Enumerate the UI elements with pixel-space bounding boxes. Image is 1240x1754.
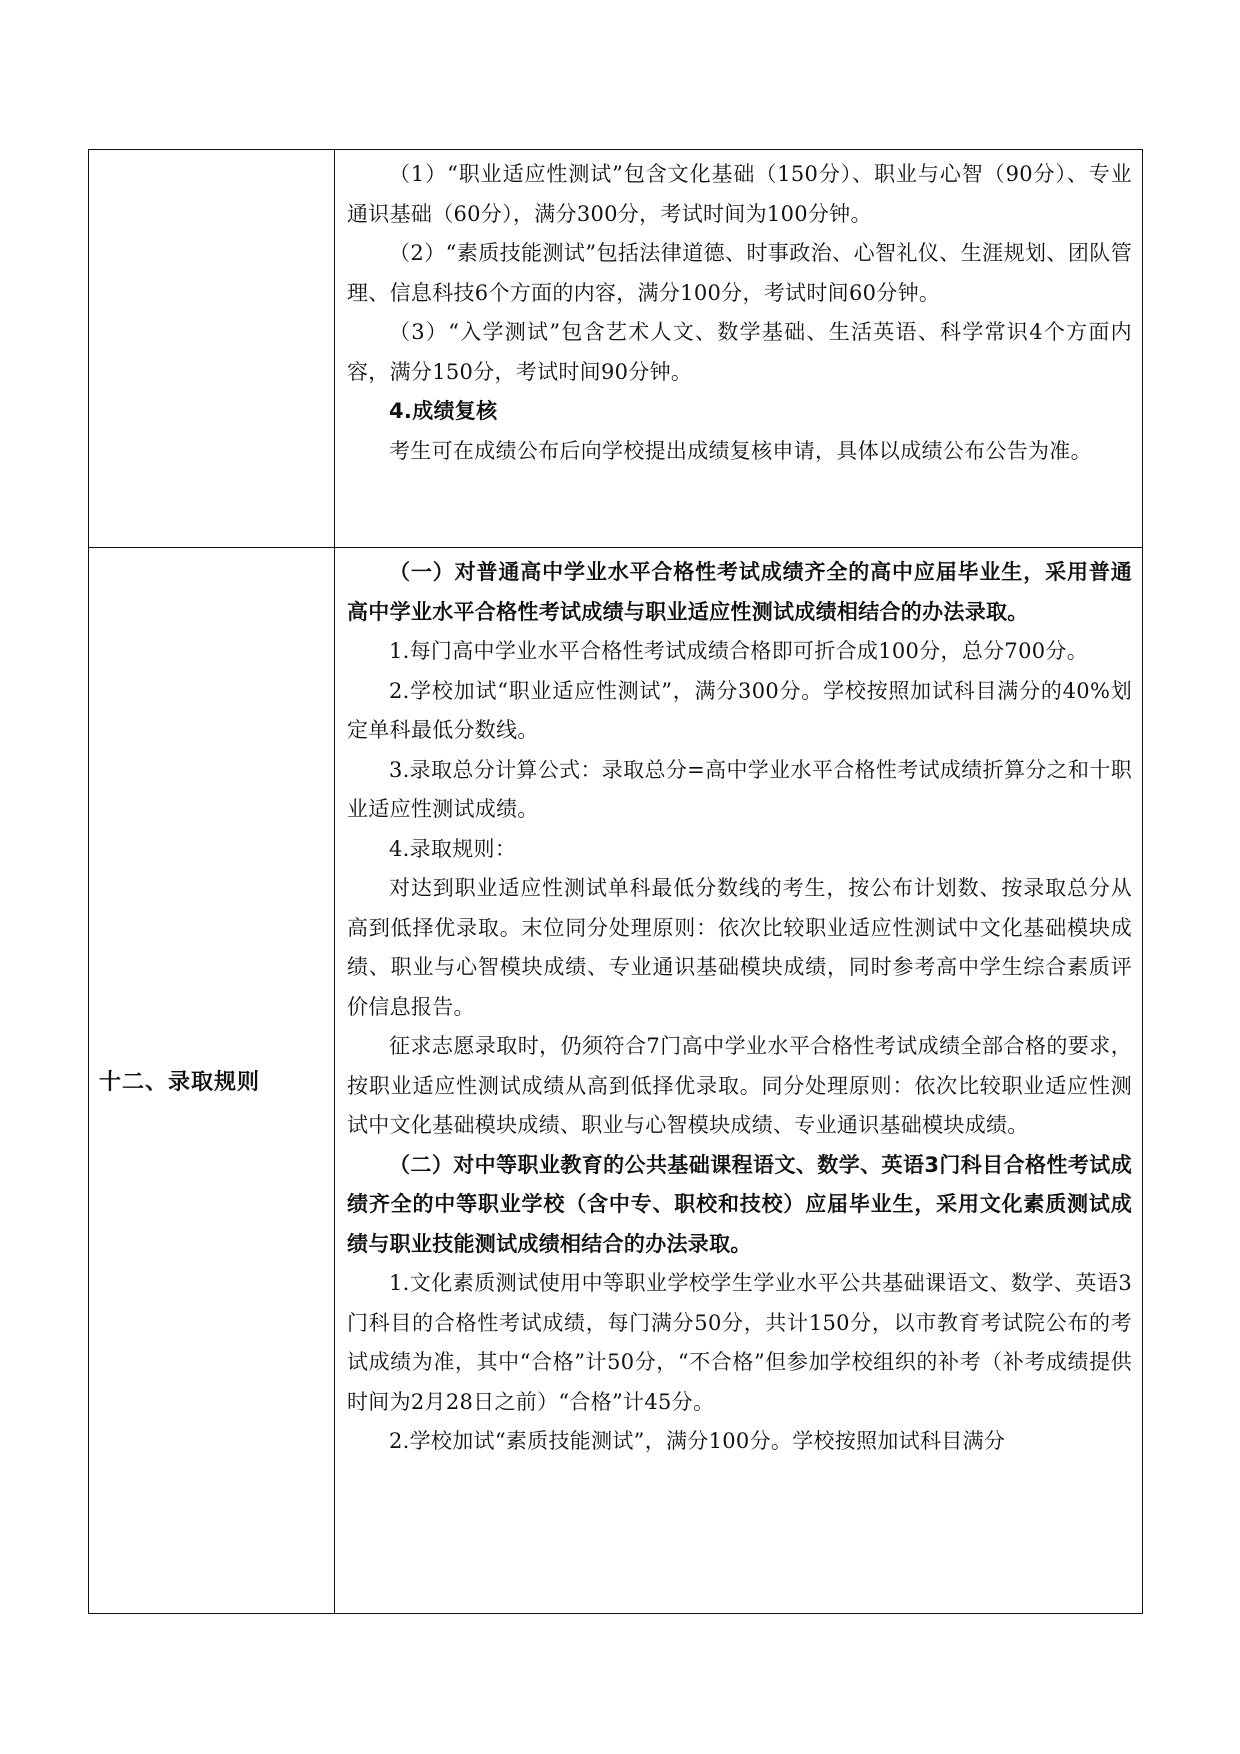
left-cell-empty [89, 150, 335, 548]
part1-item-6: 征求志愿录取时，仍须符合7门高中学业水平合格性考试成绩全部合格的要求，按职业适应性测试成绩从高到低择优录取。同分处理原则：依次比较职业适应性测试中文化基础模块成绩、职业与心智模块成绩、专业通识基础模块成绩。 [347, 1034, 1132, 1137]
part1-item-4: 4.录取规则： [389, 836, 517, 861]
rules-table [88, 149, 1143, 1614]
paragraph-test-2: （2）“素质技能测试”包括法律道德、时事政治、心智礼仪、生涯规划、团队管理、信息科技6个方面的内容，满分100分，考试时间60分钟。 [347, 241, 1132, 305]
paragraph-score-review: 考生可在成绩公布后向学校提出成绩复核申请，具体以成绩公布公告为准。 [389, 438, 1092, 463]
right-cell-admission [335, 548, 1143, 1614]
left-cell-admission [89, 548, 335, 1614]
part1-item-5: 对达到职业适应性测试单科最低分数线的考生，按公布计划数、按录取总分从高到低择优录取。末位同分处理原则：依次比较职业适应性测试中文化基础模块成绩、职业与心智模块成绩、专业通识基础模块成绩，同时参考高中学生综合素质评价信息报告。 [347, 876, 1132, 1019]
table-row [89, 150, 1143, 548]
part2-title: （二）对中等职业教育的公共基础课程语文、数学、英语3门科目合格性考试成绩齐全的中等职业学校（含中专、职校和技校）应届毕业生，采用文化素质测试成绩与职业技能测试成绩相结合的办法录取。 [347, 1152, 1132, 1256]
right-cell-tests [335, 150, 1143, 548]
part1-item-2: 2.学校加试“职业适应性测试”，满分300分。学校按照加试科目满分的40%划定单科最低分数线。 [347, 678, 1132, 742]
paragraph-test-1: （1）“职业适应性测试”包含文化基础（150分）、职业与心智（90分）、专业通识基础（60分），满分300分，考试时间为100分钟。 [347, 162, 1132, 226]
heading-score-review: 4.成绩复核 [389, 399, 498, 423]
part1-item-3: 3.录取总分计算公式：录取总分=高中学业水平合格性考试成绩折算分之和十职业适应性测试成绩。 [347, 757, 1132, 821]
paragraph-test-3: （3）“入学测试”包含艺术人文、数学基础、生活英语、科学常识4个方面内容，满分150分，考试时间90分钟。 [347, 320, 1132, 384]
part1-item-1: 1.每门高中学业水平合格性考试成绩合格即可折合成100分，总分700分。 [389, 639, 1088, 663]
section-label-admission: 十二、录取规则 [99, 1070, 261, 1095]
table-row [89, 548, 1143, 1614]
part2-item-1: 1.文化素质测试使用中等职业学校学生学业水平公共基础课语文、数学、英语3门科目的合格性考试成绩，每门满分50分，共计150分，以市教育考试院公布的考试成绩为准，其中“合格”计50分，“不合格”但参加学校组织的补考（补考成绩提供时间为2月28日之前）“合格”计45分。 [347, 1271, 1132, 1414]
part2-item-2: 2.学校加试“素质技能测试”，满分100分。学校按照加试科目满分 [389, 1429, 1006, 1453]
part1-title: （一）对普通高中学业水平合格性考试成绩齐全的高中应届毕业生，采用普通高中学业水平合格性考试成绩与职业适应性测试成绩相结合的办法录取。 [347, 560, 1132, 624]
